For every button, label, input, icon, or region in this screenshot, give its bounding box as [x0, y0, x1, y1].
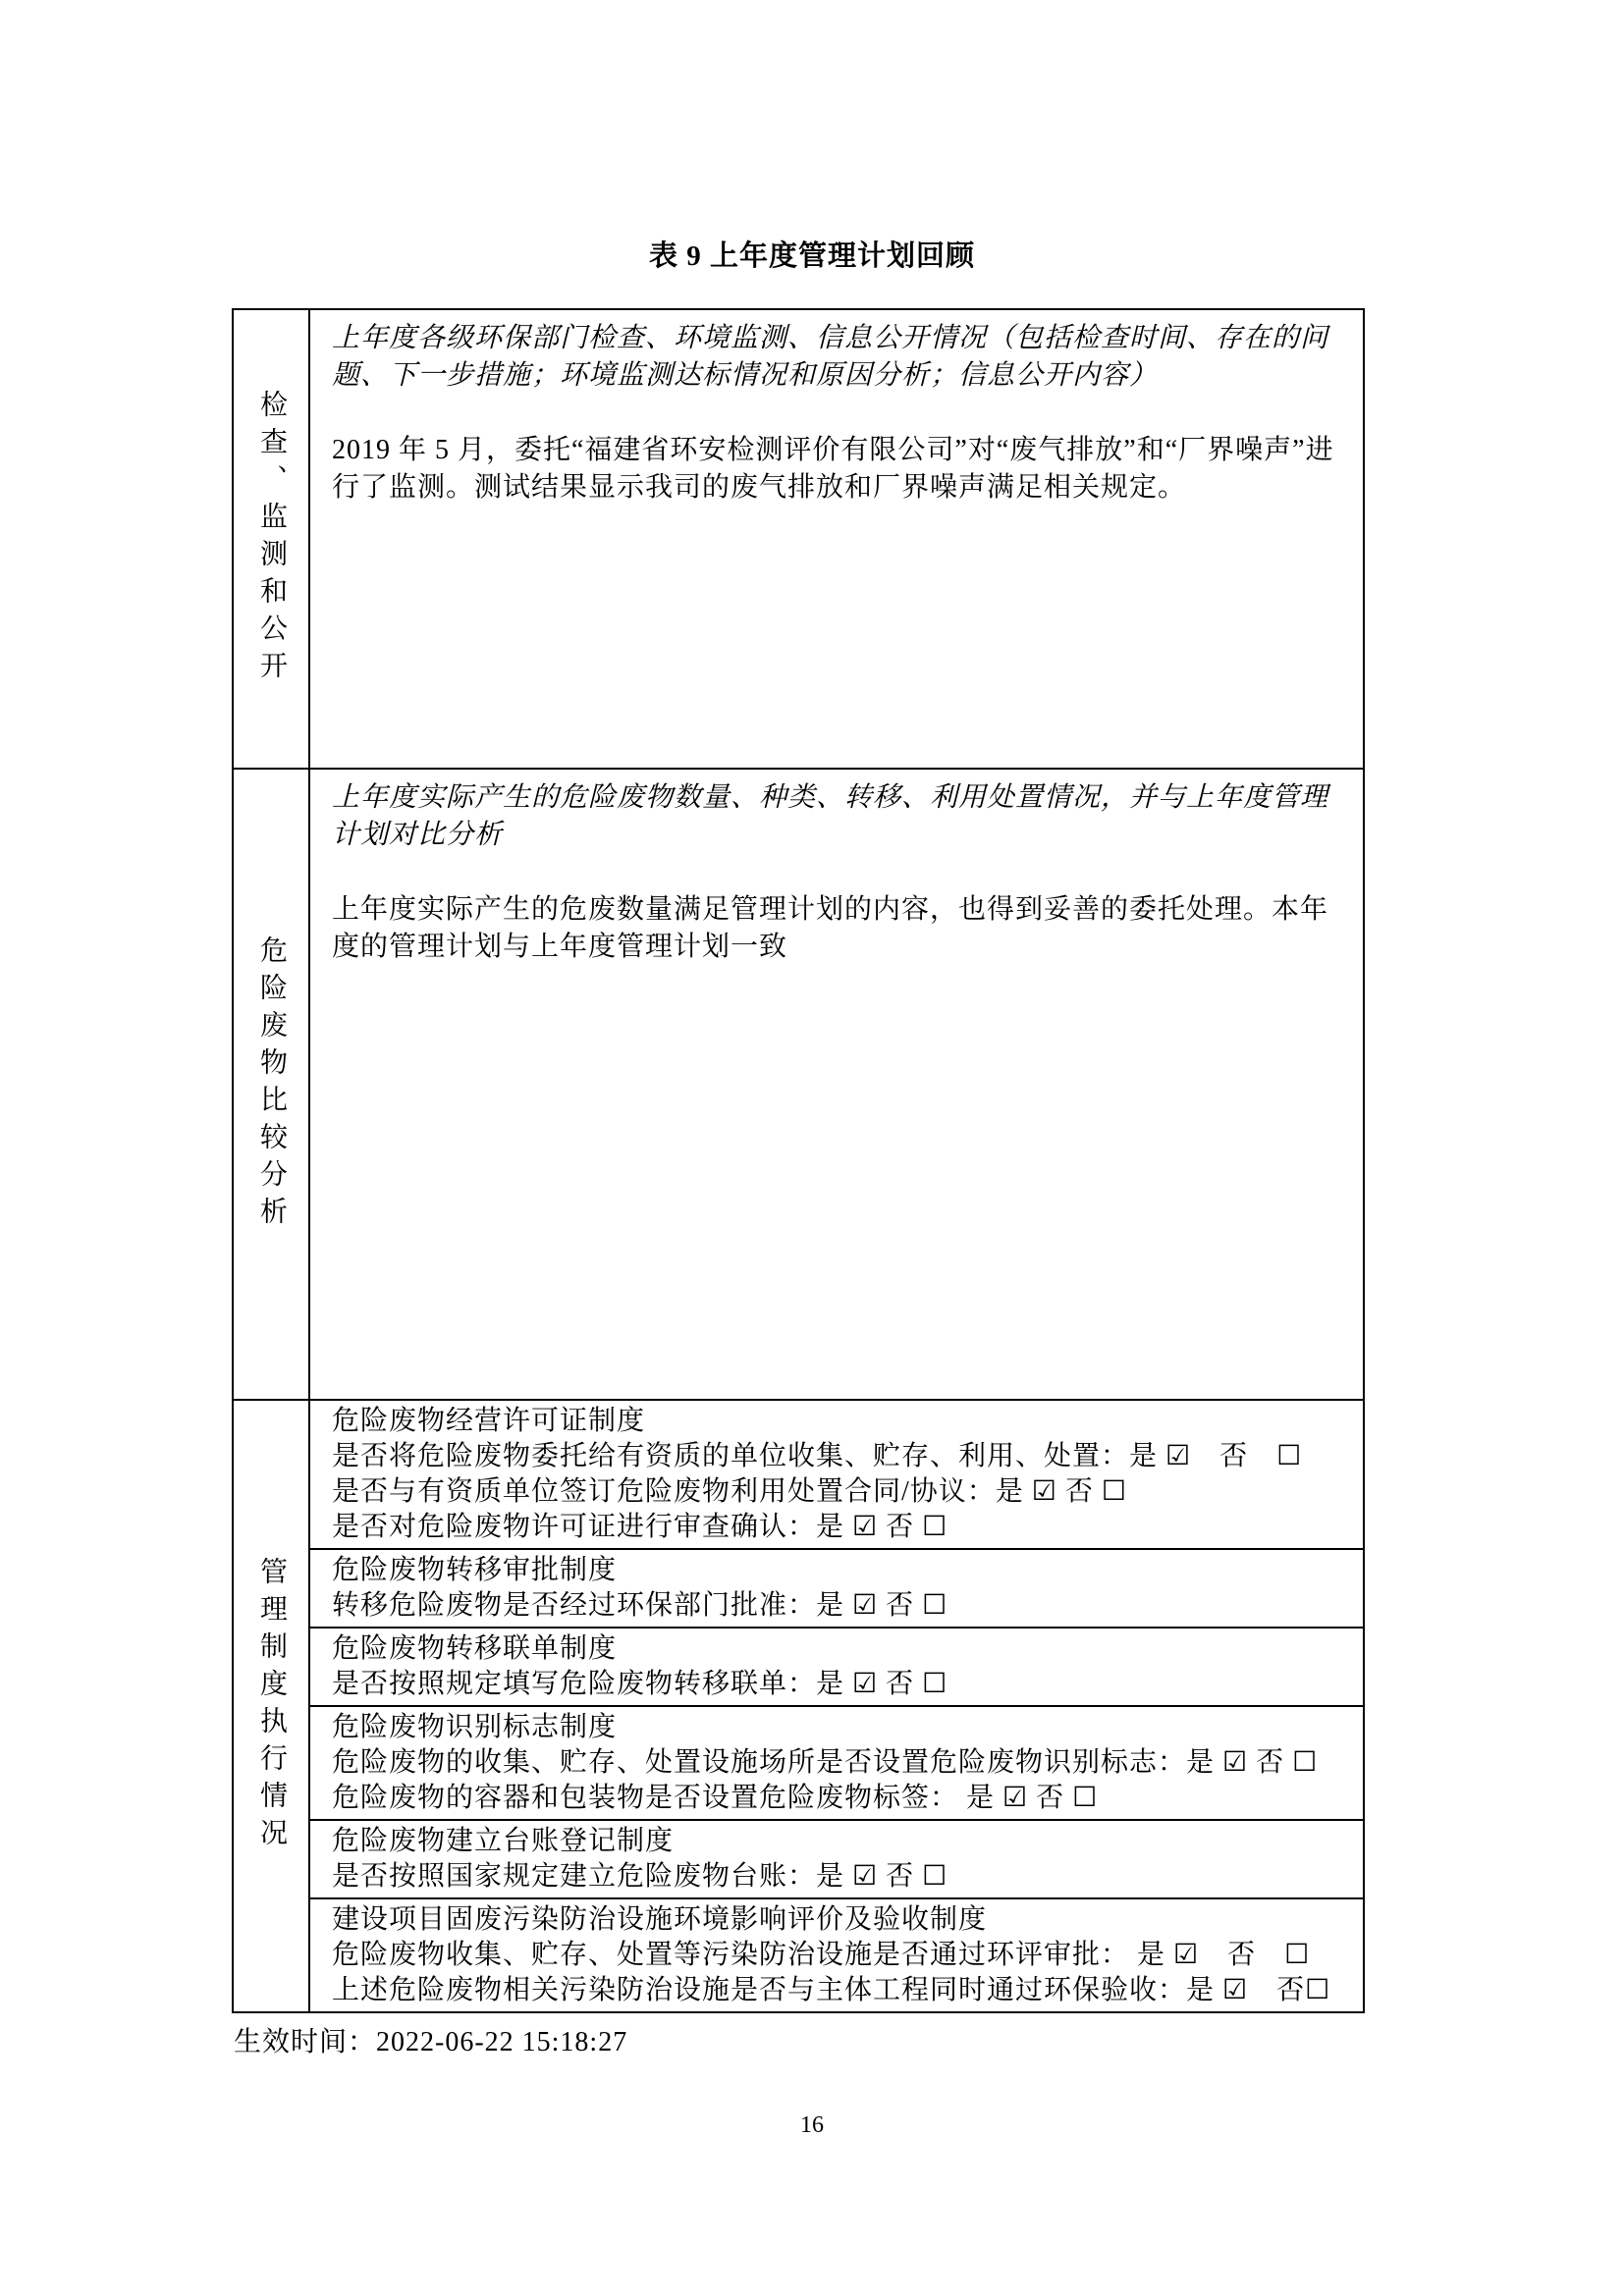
row-prompt-text: 上年度各级环保部门检查、环境监测、信息公开情况（包括检查时间、存在的问题、下一步措施；环境监测达标情况和原因分析；信息公开内容）: [332, 323, 1329, 391]
management-plan-review-table: [232, 308, 1365, 2013]
subrow-eia-acceptance-system: [310, 1897, 1363, 2011]
table-title: 表 9 上年度管理计划回顾: [648, 240, 975, 272]
row-content-cell: [310, 770, 1363, 1399]
subrow-transfer-approval-system: [310, 1548, 1363, 1627]
checklist-line: 是否将危险废物委托给有资质的单位收集、贮存、利用、处置：是 ☑ 否 ☐: [332, 1441, 1303, 1471]
checklist-line: 是否按照国家规定建立危险废物台账：是 ☑ 否 ☐: [332, 1861, 948, 1892]
subrow-transfer-manifest-system: [310, 1627, 1363, 1705]
subrow-title: 危险废物转移审批制度: [332, 1555, 618, 1585]
subrow-title: 危险废物经营许可证制度: [332, 1406, 646, 1436]
checklist-line: 是否对危险废物许可证进行审查确认：是 ☑ 否 ☐: [332, 1512, 948, 1542]
row-label-waste-comparison: 危险废物比较分析: [256, 934, 287, 1234]
row-content-cell: [310, 310, 1363, 768]
checklist-line: 是否按照规定填写危险废物转移联单：是 ☑ 否 ☐: [332, 1669, 948, 1699]
row-label-cell: [234, 310, 310, 768]
table-row-waste-comparison: [234, 768, 1363, 1399]
row-answer-text: 上年度实际产生的危废数量满足管理计划的内容，也得到妥善的委托处理。本年度的管理计划与上年度管理计划一致: [332, 894, 1329, 962]
subrow-title: 建设项目固废污染防治设施环境影响评价及验收制度: [332, 1904, 988, 1935]
page-number: 16: [800, 2112, 824, 2138]
subrow-title: 危险废物识别标志制度: [332, 1712, 618, 1742]
checklist-line: 上述危险废物相关污染防治设施是否与主体工程同时通过环保验收：是 ☑ 否☐: [332, 1975, 1331, 2005]
checklist-line: 危险废物的收集、贮存、处置设施场所是否设置危险废物识别标志：是 ☑ 否 ☐: [332, 1747, 1319, 1778]
checklist-line: 危险废物收集、贮存、处置等污染防治设施是否通过环评审批： 是 ☑ 否 ☐: [332, 1940, 1311, 1970]
subrow-title: 危险废物建立台账登记制度: [332, 1826, 675, 1856]
checklist-line: 是否与有资质单位签订危险废物利用处置合同/协议：是 ☑ 否 ☐: [332, 1476, 1127, 1507]
subrow-operating-permit-system: [310, 1401, 1363, 1548]
row-label-cell: [234, 770, 310, 1399]
table-row-system-execution: [234, 1399, 1363, 2011]
subrow-title: 危险废物转移联单制度: [332, 1633, 618, 1664]
row-label-system-execution: 管理制度执行情况: [256, 1557, 287, 1855]
table-row-inspection-monitoring: [234, 310, 1363, 768]
row-label-cell: [234, 1401, 310, 2011]
checklist-line: 转移危险废物是否经过环保部门批准：是 ☑ 否 ☐: [332, 1590, 948, 1621]
row-answer-text: 2019 年 5 月，委托“福建省环安检测评价有限公司”对“废气排放”和“厂界噪声”进行了监测。测试结果显示我司的废气排放和厂界噪声满足相关规定。: [332, 435, 1334, 503]
checklist-line: 危险废物的容器和包装物是否设置危险废物标签： 是 ☑ 否 ☐: [332, 1783, 1099, 1813]
subrow-ledger-registration-system: [310, 1819, 1363, 1897]
row-prompt-text: 上年度实际产生的危险废物数量、种类、转移、利用处置情况，并与上年度管理计划对比分析: [332, 782, 1329, 850]
effective-time-text: 生效时间：2022-06-22 15:18:27: [234, 2027, 628, 2057]
subrow-identification-marking-system: [310, 1705, 1363, 1819]
row-content-cell: [310, 1401, 1363, 2011]
row-label-inspection-monitoring: 检查、监测和公开: [256, 390, 287, 688]
